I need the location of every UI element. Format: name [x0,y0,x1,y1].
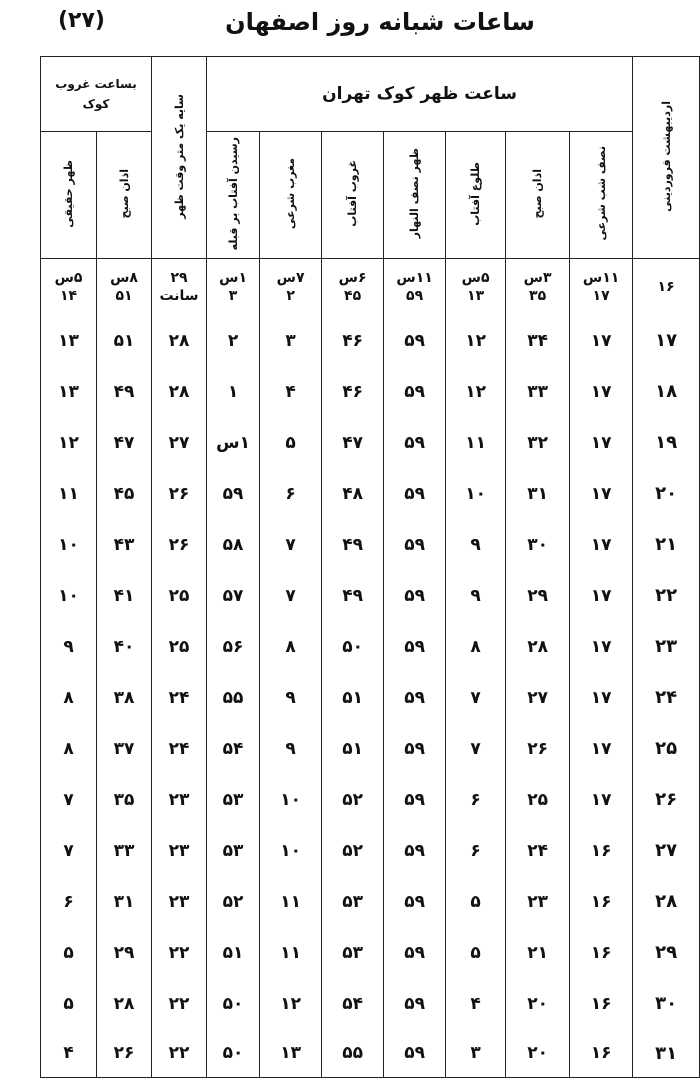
table-row [41,825,700,876]
table-cell: ۳ [446,1029,506,1078]
table-cell: ۲۶ [97,1029,152,1078]
table-cell: ۳۳ [97,825,152,876]
table-cell: ۷ [446,723,506,774]
table-cell: ۲۷ [152,417,207,468]
table-cell: ۲۳ [152,876,207,927]
table-cell: ۵۳ [322,927,384,978]
table-cell: ۵س ۱۴ [41,259,97,316]
table-cell: ۵۰ [322,621,384,672]
table-cell: ۳۱ [506,468,570,519]
column-header: غروب آفتاب [322,132,384,259]
table-cell: ۸ [260,621,322,672]
sunset-group-header: بساعت غروب کوک [41,57,152,132]
table-cell: ۹ [260,672,322,723]
table-cell: ۹ [446,570,506,621]
table-row [41,876,700,927]
table-cell: ۲۹ سانت [152,259,207,316]
table-cell: ۳۰ [506,519,570,570]
table-cell: ۳ [260,315,322,366]
table-cell: ۸ [446,621,506,672]
table-cell: ۴۳ [97,519,152,570]
shadow-header: سایه یک متر وقت ظهر [152,57,207,259]
table-cell: ۹ [41,621,97,672]
table-cell: ۴۶ [322,315,384,366]
table-cell: ۵۹ [384,417,446,468]
table-row [41,927,700,978]
table-cell: ۲۵ [152,570,207,621]
table-cell: ۵۱ [207,927,260,978]
table-cell: ۱۷ [570,315,633,366]
table-row [41,978,700,1029]
table-cell: ۲۵ [152,621,207,672]
day-cell: ۲۰ [633,468,700,519]
table-cell: ۱۰ [260,774,322,825]
table-row [41,723,700,774]
page-number: (۲۷) [58,8,105,33]
day-cell: ۲۹ [633,927,700,978]
table-cell: ۲۶ [152,519,207,570]
table-cell: ۲۸ [152,366,207,417]
day-cell: ۲۳ [633,621,700,672]
table-cell: ۶ [446,825,506,876]
table-cell: ۲۲ [152,1029,207,1078]
table-cell: ۶ [41,876,97,927]
table-cell: ۵۹ [384,774,446,825]
table-cell: ۴۵ [97,468,152,519]
table-cell: ۵۵ [322,1029,384,1078]
table-cell: ۲۲ [152,978,207,1029]
table-cell: ۱۰ [41,519,97,570]
table-cell: ۵۳ [322,876,384,927]
day-header: اردیبهشت فروردینی [633,57,700,259]
table-cell: ۵۲ [322,774,384,825]
table-cell: ۹ [260,723,322,774]
table-cell: ۵۹ [384,468,446,519]
table-cell: ۲۳ [506,876,570,927]
table-cell: ۲۸ [152,315,207,366]
table-cell: ۴ [260,366,322,417]
day-cell: ۲۲ [633,570,700,621]
table-cell: ۱۶ [570,825,633,876]
table-row [41,468,700,519]
table-cell: ۶ [446,774,506,825]
table-cell: ۱س ۳ [207,259,260,316]
table-cell: ۵س ۱۳ [446,259,506,316]
table-cell: ۲۳ [152,774,207,825]
column-header: ظهر نصف النهار [384,132,446,259]
column-header: رسیدن آفتاب بر قبله [207,132,260,259]
table-cell: ۳۳ [506,366,570,417]
table-cell: ۷ [41,825,97,876]
table-cell: ۳۴ [506,315,570,366]
table-cell: ۵۴ [207,723,260,774]
table-cell: ۳۱ [97,876,152,927]
table-cell: ۱۳ [260,1029,322,1078]
table-cell: ۵۹ [384,621,446,672]
times-table [40,56,700,1078]
table-cell: ۱۷ [570,570,633,621]
table-cell: ۵۹ [384,876,446,927]
table-cell: ۳۵ [97,774,152,825]
table-cell: ۱۲ [41,417,97,468]
day-cell: ۲۴ [633,672,700,723]
table-cell: ۵۵ [207,672,260,723]
table-cell: ۵۹ [384,825,446,876]
table-cell: ۴۰ [97,621,152,672]
table-cell: ۵ [446,876,506,927]
day-cell: ۳۱ [633,1029,700,1078]
table-cell: ۲۹ [97,927,152,978]
table-cell: ۱۷ [570,774,633,825]
day-cell: ۲۶ [633,774,700,825]
day-cell: ۲۷ [633,825,700,876]
table-cell: ۱۱س ۱۷ [570,259,633,316]
table-cell: ۲۴ [152,672,207,723]
table-row [41,1029,700,1078]
table-cell: ۴۹ [97,366,152,417]
column-header: ظهر حقیقی [41,132,97,259]
table-cell: ۱۶ [570,978,633,1029]
table-cell: ۵۲ [207,876,260,927]
table-cell: ۲۵ [506,774,570,825]
day-cell: ۳۰ [633,978,700,1029]
table-row [41,570,700,621]
table-cell: ۵۹ [384,978,446,1029]
table-cell: ۳۸ [97,672,152,723]
table-cell: ۲۴ [152,723,207,774]
table-cell: ۴ [41,1029,97,1078]
table-cell: ۵۱ [97,315,152,366]
table-cell: ۴۹ [322,519,384,570]
table-cell: ۱ [207,366,260,417]
column-header: مغرب شرعی [260,132,322,259]
table-cell: ۱۶ [570,1029,633,1078]
table-cell: ۲۶ [506,723,570,774]
table-cell: ۶ [260,468,322,519]
table-row [41,774,700,825]
table-cell: ۴۸ [322,468,384,519]
table-cell: ۵۶ [207,621,260,672]
table-cell: ۲۸ [97,978,152,1029]
table-cell: ۲۷ [506,672,570,723]
table-cell: ۴۹ [322,570,384,621]
table-cell: ۲ [207,315,260,366]
table-cell: ۳۷ [97,723,152,774]
day-cell: ۱۹ [633,417,700,468]
table-row [41,672,700,723]
table-cell: ۶س ۴۵ [322,259,384,316]
table-cell: ۵۴ [322,978,384,1029]
table-cell: ۵۹ [207,468,260,519]
table-cell: ۱۷ [570,621,633,672]
table-cell: ۲۶ [152,468,207,519]
table-cell: ۵۳ [207,825,260,876]
table-row [41,315,700,366]
table-cell: ۲۱ [506,927,570,978]
day-cell: ۱۸ [633,366,700,417]
table-cell: ۳س ۳۵ [506,259,570,316]
table-cell: ۱۱ [260,876,322,927]
table-cell: ۵۱ [322,723,384,774]
tehran-group-header: ساعت ظهر کوک تهران [207,57,633,132]
table-cell: ۲۳ [152,825,207,876]
table-cell: ۴۷ [322,417,384,468]
day-cell: ۲۸ [633,876,700,927]
table-cell: ۱۱س ۵۹ [384,259,446,316]
table-cell: ۹ [446,519,506,570]
table-cell: ۵۰ [207,1029,260,1078]
table-cell: ۱۶ [570,927,633,978]
table-cell: ۷س ۲ [260,259,322,316]
table-cell: ۴۱ [97,570,152,621]
table-cell: ۱۱ [260,927,322,978]
table-row [41,519,700,570]
column-header: طلوع آفتاب [446,132,506,259]
table-cell: ۸ [41,672,97,723]
table-cell: ۲۸ [506,621,570,672]
table-cell: ۵۹ [384,927,446,978]
day-cell: ۱۶ [633,259,700,316]
table-cell: ۱۷ [570,672,633,723]
table-cell: ۱۰ [446,468,506,519]
table-cell: ۵۱ [322,672,384,723]
table-cell: ۲۲ [152,927,207,978]
table-cell: ۴۶ [322,366,384,417]
table-cell: ۱۲ [446,315,506,366]
table-row [41,417,700,468]
column-header: نصف شب شرعی [570,132,633,259]
table-cell: ۵۹ [384,672,446,723]
table-cell: ۱۷ [570,723,633,774]
table-row [41,259,700,316]
table-cell: ۱۷ [570,417,633,468]
table-cell: ۸ [41,723,97,774]
day-cell: ۲۱ [633,519,700,570]
table-cell: ۵۹ [384,1029,446,1078]
table-cell: ۵۲ [322,825,384,876]
table-cell: ۴۷ [97,417,152,468]
table-cell: ۵۳ [207,774,260,825]
table-cell: ۵۷ [207,570,260,621]
table-cell: ۱۲ [446,366,506,417]
table-cell: ۷ [41,774,97,825]
table-row [41,366,700,417]
column-header: اذان صبح [506,132,570,259]
table-cell: ۷ [260,570,322,621]
table-cell: ۱۷ [570,366,633,417]
table-cell: ۵۹ [384,723,446,774]
table-cell: ۱۷ [570,519,633,570]
table-cell: ۵۹ [384,519,446,570]
table-cell: ۱۳ [41,315,97,366]
table-cell: ۵ [41,927,97,978]
table-cell: ۵۸ [207,519,260,570]
table-cell: ۴ [446,978,506,1029]
day-cell: ۲۵ [633,723,700,774]
table-cell: ۵ [446,927,506,978]
table-cell: ۷ [446,672,506,723]
table-cell: ۲۴ [506,825,570,876]
page-title: ساعات شبانه روز اصفهان [225,8,535,36]
column-header: اذان صبح [97,132,152,259]
table-cell: ۱۰ [260,825,322,876]
table-cell: ۱۷ [570,468,633,519]
table-cell: ۱۶ [570,876,633,927]
table-row [41,621,700,672]
table-cell: ۱۲ [260,978,322,1029]
table-cell: ۱۰ [41,570,97,621]
table-cell: ۵۰ [207,978,260,1029]
table-cell: ۵۹ [384,570,446,621]
table-cell: ۷ [260,519,322,570]
table-cell: ۱س [207,417,260,468]
table-cell: ۵۹ [384,315,446,366]
day-cell: ۱۷ [633,315,700,366]
table-cell: ۲۰ [506,978,570,1029]
table-cell: ۱۱ [446,417,506,468]
table-cell: ۵ [260,417,322,468]
table-cell: ۱۱ [41,468,97,519]
table-cell: ۲۰ [506,1029,570,1078]
table-cell: ۲۹ [506,570,570,621]
table-cell: ۵ [41,978,97,1029]
table-cell: ۸س ۵۱ [97,259,152,316]
table-cell: ۳۲ [506,417,570,468]
table-cell: ۱۳ [41,366,97,417]
table-cell: ۵۹ [384,366,446,417]
